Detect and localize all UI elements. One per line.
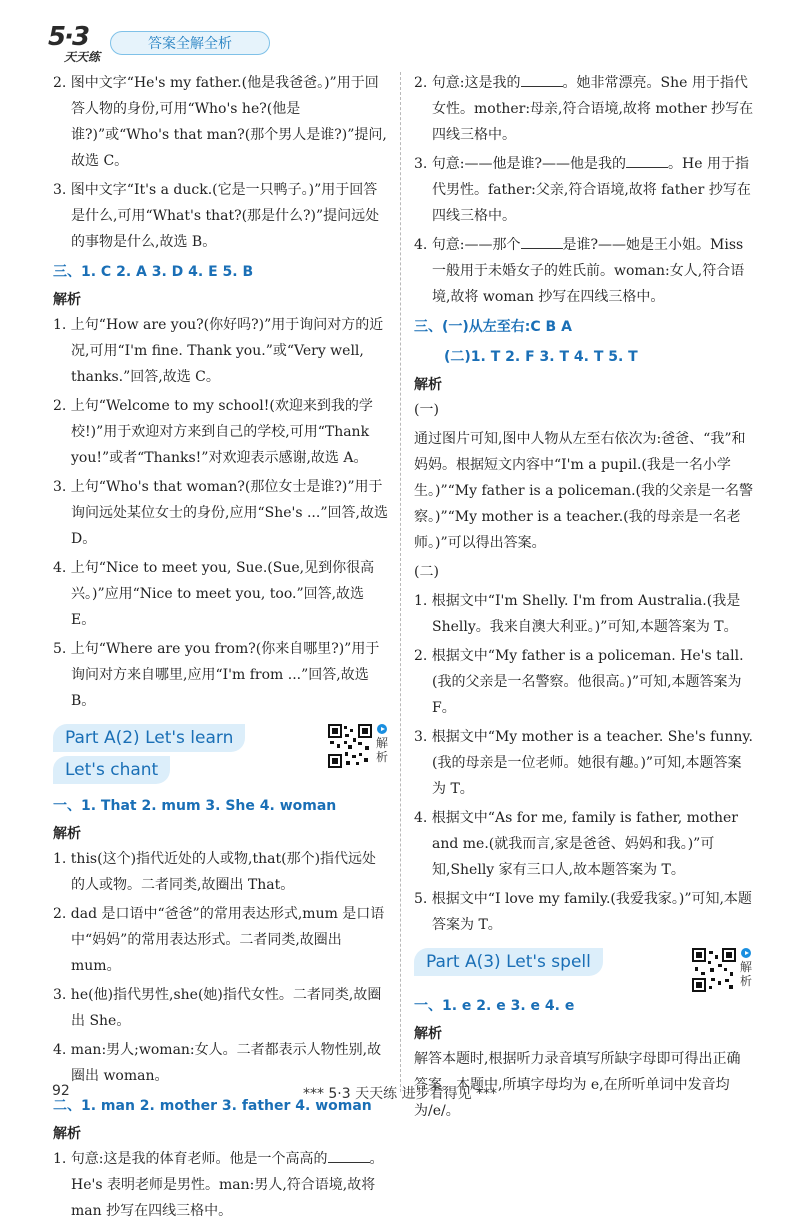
list-item: 5. 上句“Where are you from?(你来自哪里?)”用于询问对方来自哪里,应用“I'm from ...”回答,故选 B。 <box>53 641 380 709</box>
list-item: 2. 句意:这是我的 。她非常漂亮。She 用于指代女性。mother:母亲,符合语境,故将 mother 抄写在四线三格中。 <box>414 70 754 148</box>
list-item: 3. 图中文字“It's a duck.(它是一只鸭子。)”用于回答是什么,可用“What's that?(那是什么?)”提问远处的事物是什么,故选 B。 <box>53 182 380 250</box>
left-column <box>53 70 390 1227</box>
fill-blank <box>521 72 563 87</box>
list-item: 5. 根据文中“I love my family.(我爱我家。)”可知,本题答案为 T。 <box>414 891 752 933</box>
paragraph: 解答本题时,根据听力录音填写所缺字母即可得出正确答案。本题中,所填字母均为 e,在所听单词中发音均为/e/。 <box>414 1051 741 1119</box>
analysis-heading: 解析 <box>53 292 81 308</box>
answer-line: 二、1. man 2. mother 3. father 4. woman <box>53 1098 372 1114</box>
sub-heading: (一) <box>414 402 439 418</box>
column-divider <box>400 72 401 1092</box>
answer-line: 一、1. That 2. mum 3. She 4. woman <box>53 798 337 814</box>
sub-heading: (二) <box>414 564 439 580</box>
analysis-heading: 解析 <box>414 377 442 393</box>
list-item: 2. 根据文中“My father is a policeman. He's tall.(我的父亲是一名警察。他很高。)”可知,本题答案为 F。 <box>414 648 744 716</box>
play-icon <box>377 724 387 734</box>
brand-logo: 5·3 天天练 <box>48 22 101 64</box>
list-item: 3. 根据文中“My mother is a teacher. She's funny.(我的母亲是一位老师。她很有趣。)”可知,本题答案为 T。 <box>414 729 753 797</box>
section-title: Part A(3) Let's spell <box>414 948 603 976</box>
qr-label: 解析 <box>738 948 754 988</box>
answer-line: 三、1. C 2. A 3. D 4. E 5. B <box>53 264 254 280</box>
analysis-heading: 解析 <box>414 1026 442 1042</box>
list-item: 1. 上句“How are you?(你好吗?)”用于询问对方的近况,可用“I'm fine. Thank you.”或“Very well, thanks.”回答,故选 C。 <box>53 317 384 385</box>
analysis-heading: 解析 <box>53 1126 81 1142</box>
list-item: 1. this(这个)指代近处的人或物,that(那个)指代远处的人或物。二者同类,故圈出 That。 <box>53 851 377 893</box>
list-item: 1. 句意:这是我的体育老师。他是一个高高的 。He's 表明老师是男性。man:男人,符合语境,故将 man 抄写在四线三格中。 <box>53 1146 390 1224</box>
section-subtitle: Let's chant <box>53 756 170 784</box>
list-item: 3. 上句“Who's that woman?(那位女士是谁?)”用于询问远处某位女士的身份,应用“She's ...”回答,故选 D。 <box>53 479 388 547</box>
analysis-heading: 解析 <box>53 826 81 842</box>
list-item: 4. man:男人;woman:女人。二者都表示人物性别,故圈出 woman。 <box>53 1042 382 1084</box>
section-title: Part A(2) Let's learn <box>53 724 245 752</box>
footer-slogan: *** 5·3 天天练 进步看得见 *** <box>302 1086 498 1102</box>
page-number: 92 <box>52 1083 70 1099</box>
page-footer <box>0 1083 800 1107</box>
qr-label: 解析 <box>374 724 390 764</box>
list-item: 4. 上句“Nice to meet you, Sue.(Sue,见到你很高兴。)”应用“Nice to meet you, too.”回答,故选 E。 <box>53 560 375 628</box>
right-column <box>414 70 754 1127</box>
fill-blank <box>521 234 563 249</box>
fill-blank <box>328 1148 370 1163</box>
answer-line: 一、1. e 2. e 3. e 4. e <box>414 998 575 1014</box>
list-item: 2. 图中文字“He's my father.(他是我爸爸。)”用于回答人物的身份,可用“Who's he?(他是谁?)”或“Who's that man?(那个男人是谁?)”提问,故选 C。 <box>53 75 387 169</box>
qr-code-icon[interactable] <box>328 724 372 768</box>
answer-line: 三、(一)从左至右:C B A <box>414 319 572 335</box>
list-item: 3. 句意:——他是谁?——他是我的 。He 用于指代男性。father:父亲,符合语境,故将 father 抄写在四线三格中。 <box>414 151 754 229</box>
list-item: 3. he(他)指代男性,she(她)指代女性。二者同类,故圈出 She。 <box>53 987 382 1029</box>
list-item: 1. 根据文中“I'm Shelly. I'm from Australia.(我是 Shelly。我来自澳大利亚。)”可知,本题答案为 T。 <box>414 593 741 635</box>
list-item: 4. 根据文中“As for me, family is father, mother and me.(就我而言,家是爸爸、妈妈和我。)”可知,Shelly 家有三口人,故本题答案为 T。 <box>414 810 738 878</box>
paragraph: 通过图片可知,图中人物从左至右依次为:爸爸、“我”和妈妈。根据短文内容中“I'm a pupil.(我是一名小学生。)”“My father is a policeman.(我的父亲是一名警察。)”“My mother is a teacher.(我的母亲是一名老师。)”可以得出答案。 <box>414 431 754 551</box>
fill-blank <box>626 153 668 168</box>
qr-code-icon[interactable] <box>692 948 736 992</box>
list-item: 2. dad 是口语中“爸爸”的常用表达形式,mum 是口语中“妈妈”的常用表达形式。二者同类,故圈出 mum。 <box>53 906 385 974</box>
list-item: 4. 句意:——那个 是谁?——她是王小姐。Miss 一般用于未婚女子的姓氏前。woman:女人,符合语境,故将 woman 抄写在四线三格中。 <box>414 232 754 310</box>
play-icon <box>741 948 751 958</box>
list-item: 2. 上句“Welcome to my school!(欢迎来到我的学校!)”用于欢迎对方来到自己的学校,可用“Thank you!”或者“Thanks!”对欢迎表示感谢,故选 A。 <box>53 398 373 466</box>
section-header <box>53 724 390 788</box>
section-header <box>414 948 754 988</box>
answer-line: (二)1. T 2. F 3. T 4. T 5. T <box>444 349 638 365</box>
header-tag: 答案全解全析 <box>110 31 270 55</box>
